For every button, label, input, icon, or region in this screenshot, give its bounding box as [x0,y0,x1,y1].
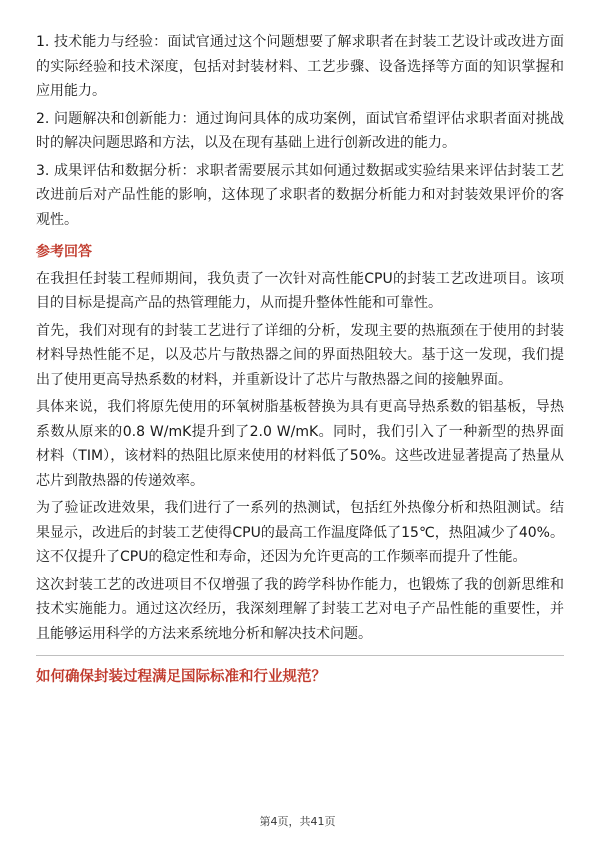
answer-paragraph-details: 具体来说，我们将原先使用的环氧树脂基板替换为具有更高导热系数的铝基板，导热系数从原来的0.8 W/mK提升到了2.0 W/mK。同时，我们引入了一种新型的热界面材料（TIM），该材料的热阻比原来使用的材料低了50%。这些改进显著提高了热量从芯片到散热器的传递效率。 [36,399,564,489]
point-result-evaluation: 3. 成果评估和数据分析：求职者需要展示其如何通过数据或实验结果来评估封装工艺改进前后对产品性能的影响，这体现了求职者的数据分析能力和对封装效果评价的客观性。 [36,162,564,228]
next-question-heading: 如何确保封装过程满足国际标准和行业规范？ [36,669,326,685]
answer-heading: 参考回答 [36,244,92,260]
point-problem-solving: 2. 问题解决和创新能力：通过询问具体的成功案例，面试官希望评估求职者面对挑战时的解决问题思路和方法，以及在现有基础上进行创新改进的能力。 [36,110,564,151]
page-content [36,30,564,689]
point-technical-ability: 1. 技术能力与经验：面试官通过这个问题想要了解求职者在封装工艺设计或改进方面的实际经验和技术深度，包括对封装材料、工艺步骤、设备选择等方面的知识掌握和应用能力。 [36,34,564,99]
answer-paragraph-verification: 为了验证改进效果，我们进行了一系列的热测试，包括红外热像分析和热阻测试。结果显示，改进后的封装工艺使得CPU的最高工作温度降低了15℃，热阻减少了40%。这不仅提升了CPU的稳定性和寿命，还因为允许更高的工作频率而提升了性能。 [36,500,564,565]
answer-paragraph-intro: 在我担任封装工程师期间，我负责了一次针对高性能CPU的封装工艺改进项目。该项目的目标是提高产品的热管理能力，从而提升整体性能和可靠性。 [36,270,564,311]
answer-paragraph-conclusion: 这次封装工艺的改进项目不仅增强了我的跨学科协作能力，也锻炼了我的创新思维和技术实施能力。通过这次经历，我深刻理解了封装工艺对电子产品性能的重要性，并且能够运用科学的方法来系统地分析和解决技术问题。 [36,576,564,642]
answer-paragraph-analysis: 首先，我们对现有的封装工艺进行了详细的分析，发现主要的热瓶颈在于使用的封装材料导热性能不足，以及芯片与散热器之间的界面热阻较大。基于这一发现，我们提出了使用更高导热系数的材料，并重新设计了芯片与散热器之间的接触界面。 [36,322,564,388]
section-divider [36,655,564,656]
page-footer: 第4页，共41页 [259,815,336,828]
